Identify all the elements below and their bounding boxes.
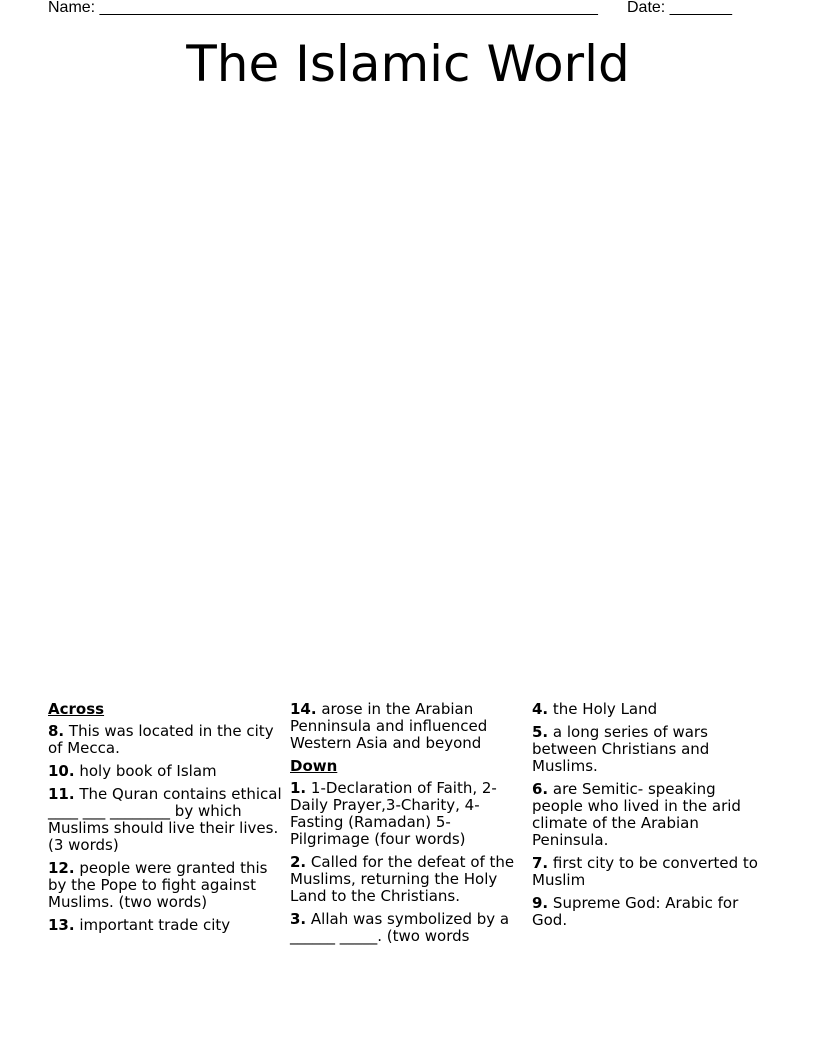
clue-text: people were granted this by the Pope to fight against Muslims. (two words) (48, 859, 268, 911)
clue-number: 13. (48, 916, 75, 934)
clue-number: 7. (532, 854, 549, 872)
clue-number: 8. (48, 722, 65, 740)
clues-column-3 (532, 701, 768, 935)
down-clue (290, 854, 526, 905)
down-clue (290, 780, 526, 848)
clue-number: 9. (532, 894, 549, 912)
clue-number: 3. (290, 910, 307, 928)
clue-text: arose in the Arabian Penninsula and influenced Western Asia and beyond (290, 700, 488, 752)
down-clue (532, 855, 768, 889)
date-field-label: Date: _______ (627, 0, 732, 16)
clue-text: holy book of Islam (79, 762, 217, 780)
down-heading: Down (290, 757, 338, 775)
clue-text: first city to be converted to Muslim (532, 854, 758, 889)
clue-number: 14. (290, 700, 317, 718)
across-clue (48, 763, 284, 780)
clue-number: 2. (290, 853, 307, 871)
clue-text: the Holy Land (552, 700, 658, 718)
across-clue (48, 786, 284, 854)
clue-text: a long series of wars between Christians and Muslims. (532, 723, 710, 775)
clue-number: 6. (532, 780, 549, 798)
across-heading: Across (48, 700, 105, 718)
clue-number: 11. (48, 785, 75, 803)
page-title: The Islamic World (186, 35, 630, 93)
clue-text: Called for the defeat of the Muslims, returning the Holy Land to the Christians. (290, 853, 515, 905)
name-field-label: Name: ________________________________________________________ (48, 0, 598, 16)
across-clue (290, 701, 526, 752)
across-clue (48, 723, 284, 757)
across-clue (48, 860, 284, 911)
clue-number: 5. (532, 723, 549, 741)
clue-text: Supreme God: Arabic for God. (532, 894, 739, 929)
clue-number: 1. (290, 779, 307, 797)
clue-number: 12. (48, 859, 75, 877)
clue-text: This was located in the city of Mecca. (48, 722, 274, 757)
clue-number: 10. (48, 762, 75, 780)
down-clue (532, 895, 768, 929)
down-clue (290, 911, 526, 945)
clue-text: important trade city (79, 916, 231, 934)
clues-section (48, 701, 768, 1001)
clues-column-1 (48, 701, 284, 940)
clue-text: 1-Declaration of Faith, 2-Daily Prayer,3-Charity, 4-Fasting (Ramadan) 5-Pilgrimage (four words) (290, 779, 497, 848)
crossword-grid-area (48, 110, 768, 690)
down-clue (532, 781, 768, 849)
down-clue (532, 724, 768, 775)
clues-column-2 (290, 701, 526, 951)
clue-text: The Quran contains ethical ____ ___ ________ by which Muslims should live their lives. (3 words) (48, 785, 282, 854)
down-clue (532, 701, 768, 718)
clue-text: are Semitic- speaking people who lived in the arid climate of the Arabian Peninsula. (532, 780, 741, 849)
clue-number: 4. (532, 700, 549, 718)
clue-text: Allah was symbolized by a ______ _____. (two words (290, 910, 510, 945)
across-clue (48, 917, 284, 934)
